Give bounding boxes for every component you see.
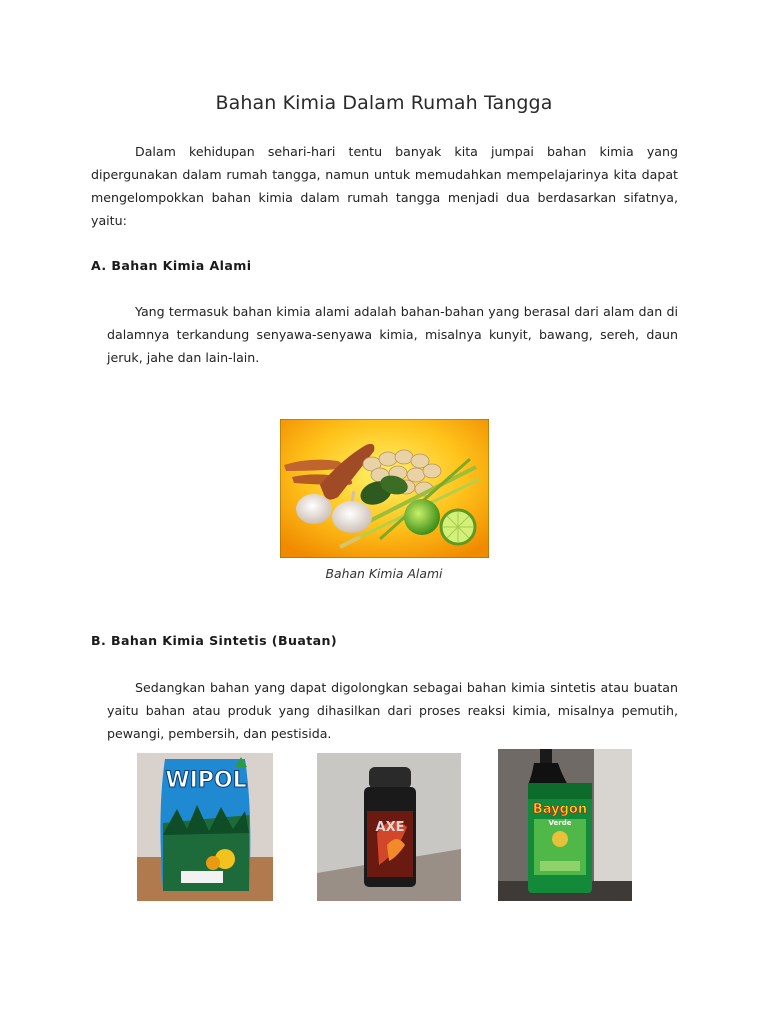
axe-product-image xyxy=(317,753,461,901)
section-a-paragraph: Yang termasuk bahan kimia alami adalah bahan-bahan yang berasal dari alam dan di dalamnya terkandung senyawa-senyawa kimia, misalnya kunyit, bawang, sereh, daun jeruk, jahe dan lain-lain. xyxy=(107,304,678,365)
figure-caption: Bahan Kimia Alami xyxy=(325,566,443,581)
section-a-heading: A. Bahan Kimia Alami xyxy=(91,258,252,273)
baygon-logo-text: Baygon xyxy=(532,802,588,817)
axe-logo-text: AXE xyxy=(375,820,405,835)
baygon-product-image xyxy=(498,749,632,901)
wipol-logo-text: WIPOL xyxy=(165,768,247,793)
page-title: Bahan Kimia Dalam Rumah Tangga xyxy=(215,92,553,114)
natural-ingredients-image xyxy=(280,419,489,558)
wipol-product-image xyxy=(137,753,273,901)
section-b-paragraph: Sedangkan bahan yang dapat digolongkan sebagai bahan kimia sintetis atau buatan yaitu bahan atau produk yang dihasilkan dari proses reaksi kimia, misalnya pemutih, pewangi, pembersih, dan pestisida. xyxy=(107,680,678,741)
section-b-heading: B. Bahan Kimia Sintetis (Buatan) xyxy=(91,633,338,648)
baygon-sub-text: Verde xyxy=(548,819,572,827)
intro-paragraph: Dalam kehidupan sehari-hari tentu banyak kita jumpai bahan kimia yang dipergunakan dalam rumah tangga, namun untuk memudahkan mempelajarinya kita dapat mengelompokkan bahan kimia dalam rumah tangga menjadi dua berdasarkan sifatnya, yaitu: xyxy=(91,144,678,228)
